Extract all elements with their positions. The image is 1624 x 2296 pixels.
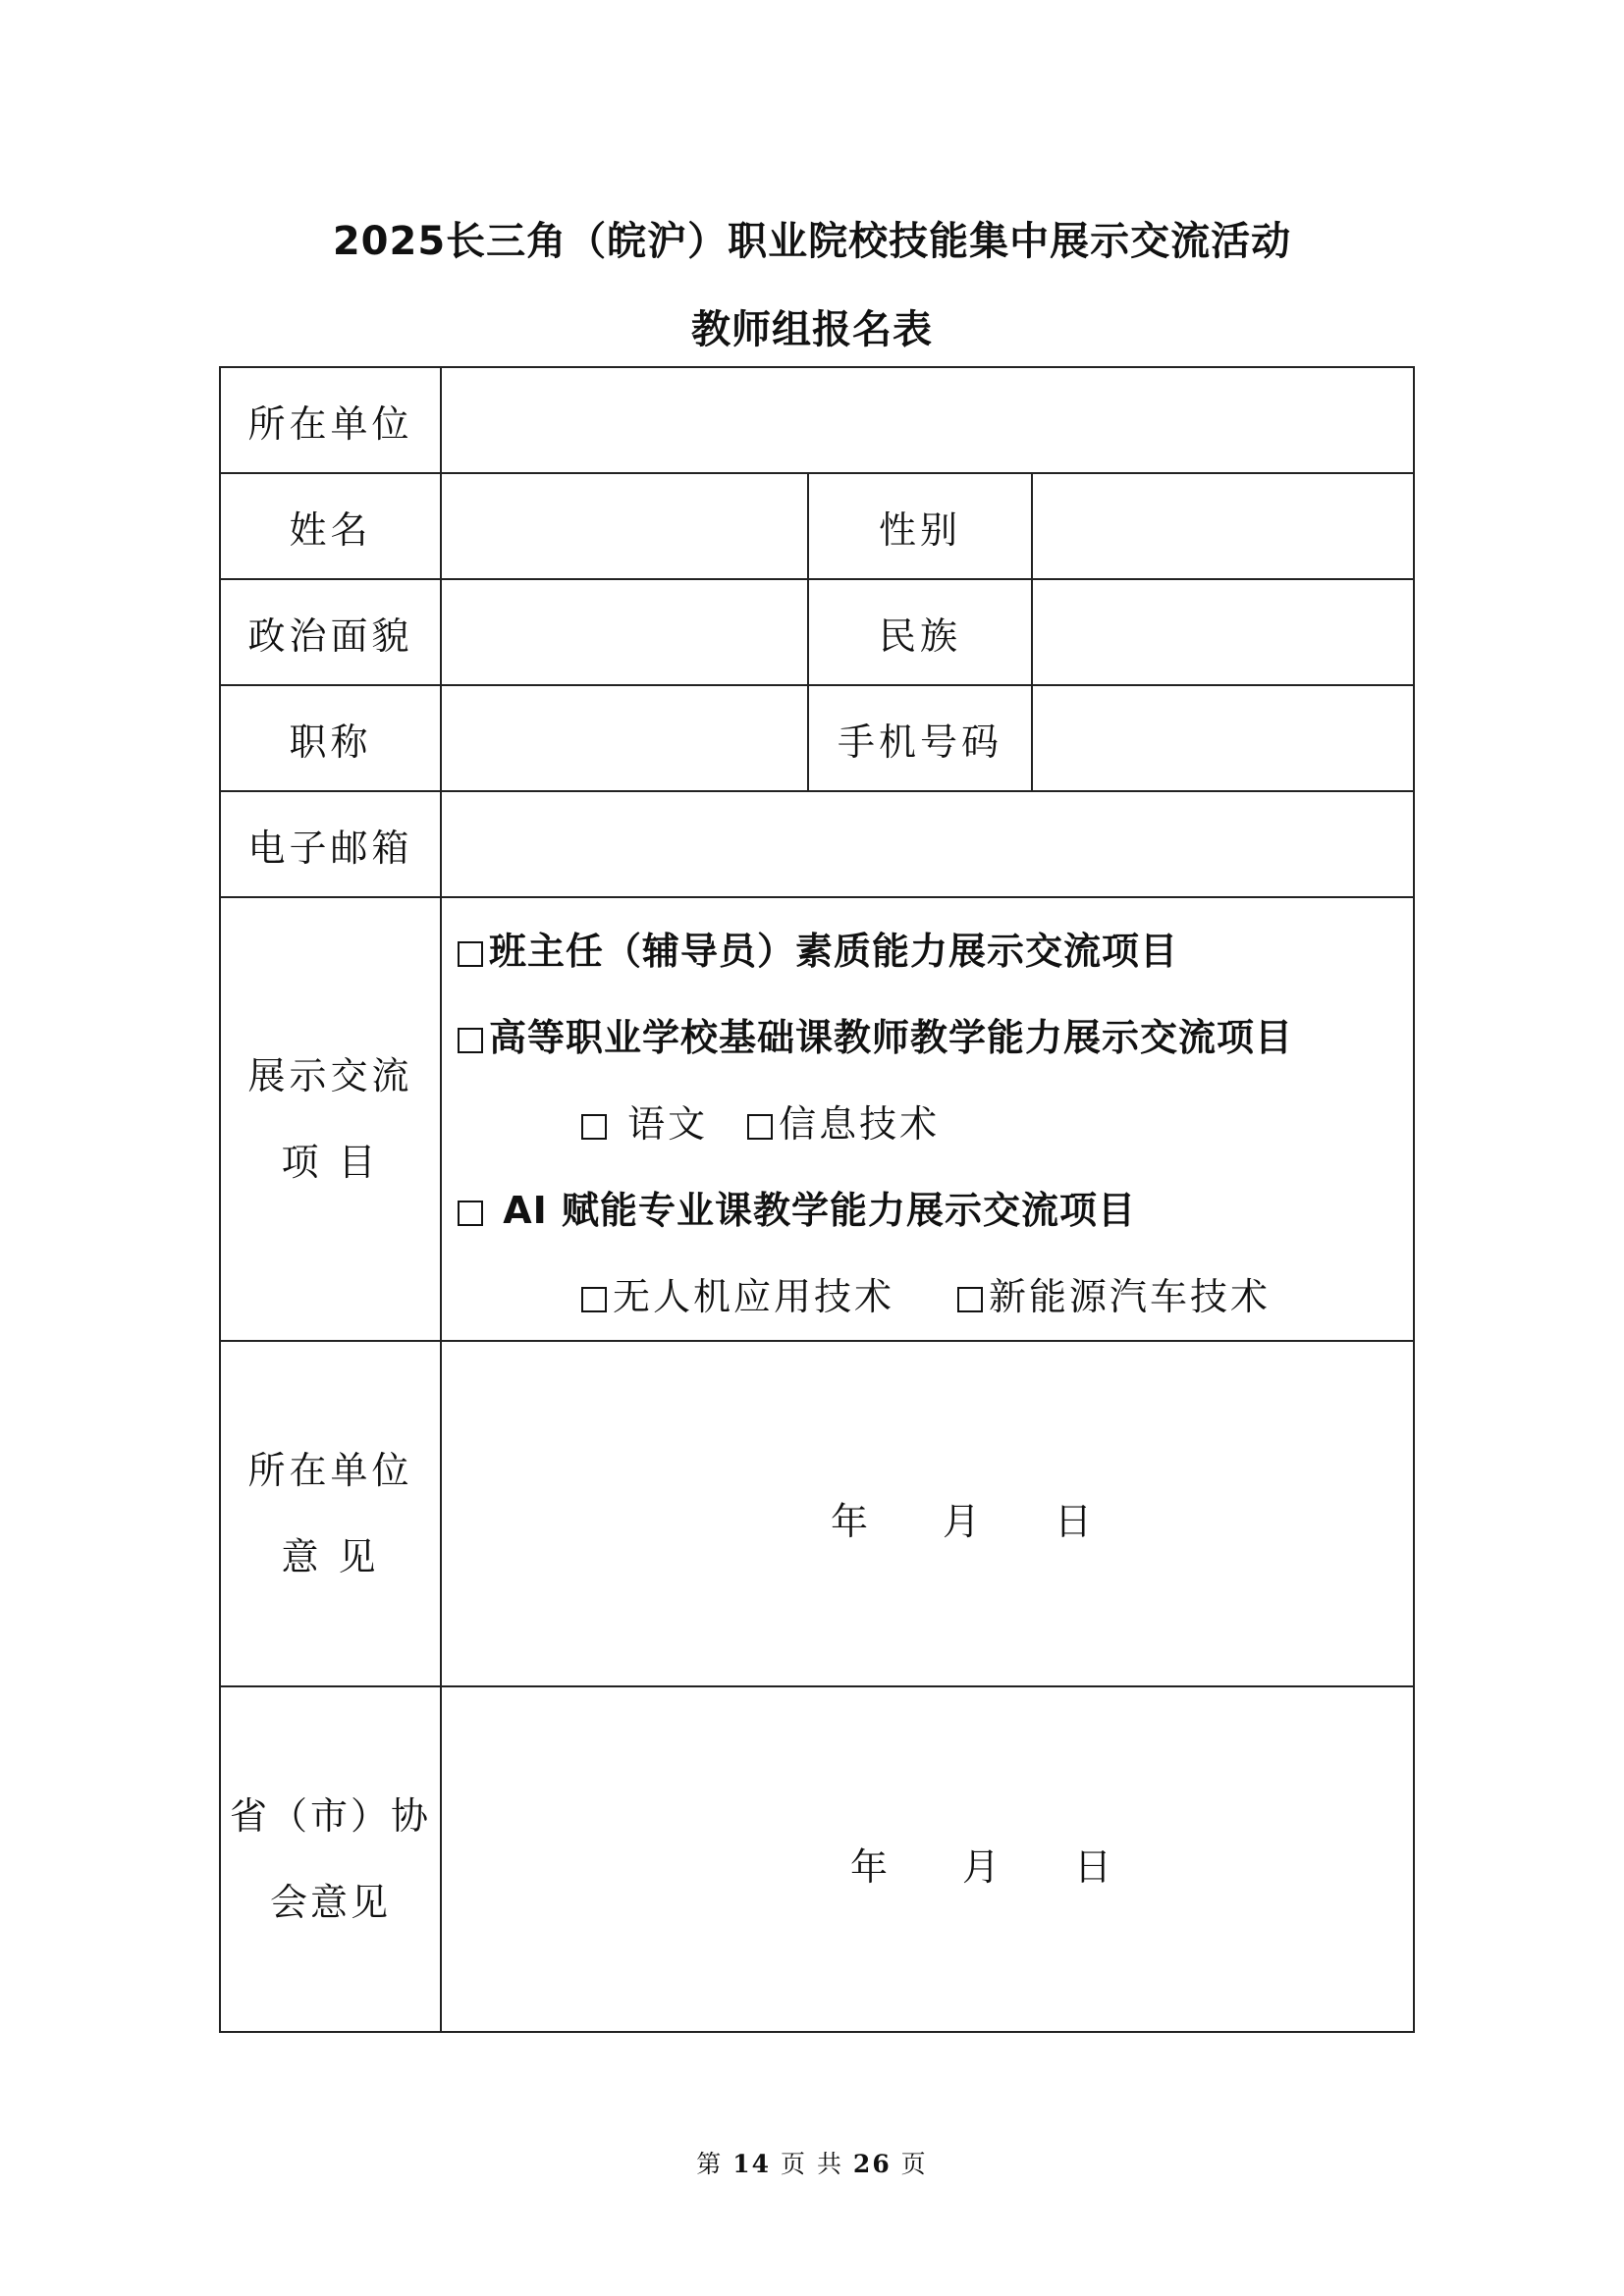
political-status-label: 政治面貌: [220, 579, 441, 685]
checkbox-icon[interactable]: [581, 1114, 607, 1140]
assoc-opinion-field[interactable]: [441, 1686, 1414, 2032]
project-2-suboptions: [458, 1081, 1413, 1167]
suboption-it: 信息技术: [779, 1102, 941, 1146]
gender-field[interactable]: [1032, 473, 1414, 579]
email-field[interactable]: [441, 791, 1414, 897]
project-options: [441, 897, 1414, 1341]
assoc-opinion-date: 年 月 日: [850, 1845, 1112, 1889]
footer-mid: 页 共: [781, 2150, 843, 2178]
project-3-suboptions: [458, 1254, 1413, 1340]
assoc-opinion-label-line2: 会意见: [269, 1881, 391, 1924]
ethnicity-label: 民族: [808, 579, 1032, 685]
assoc-opinion-label: [220, 1686, 441, 2032]
email-label: 电子邮箱: [220, 791, 441, 897]
row-projects: [220, 897, 1414, 1341]
row-title-phone: [220, 685, 1414, 791]
suboption-chinese: 语文: [627, 1102, 709, 1146]
unit-label: 所在单位: [220, 367, 441, 473]
phone-label: 手机号码: [808, 685, 1032, 791]
unit-opinion-label: [220, 1341, 441, 1686]
footer-suffix: 页: [900, 2150, 928, 2178]
row-unit: [220, 367, 1414, 473]
row-unit-opinion: [220, 1341, 1414, 1686]
phone-field[interactable]: [1032, 685, 1414, 791]
form-title-line1: 2025长三角（皖沪）职业院校技能集中展示交流活动: [332, 219, 1292, 264]
project-label: [220, 897, 441, 1341]
name-label: 姓名: [220, 473, 441, 579]
row-name-gender: [220, 473, 1414, 579]
project-option-3[interactable]: AI 赋能专业课教学能力展示交流项目: [458, 1167, 1413, 1254]
name-field[interactable]: [441, 473, 808, 579]
suboption-drone: 无人机应用技术: [613, 1275, 895, 1318]
footer-prefix: 第: [696, 2150, 724, 2178]
page-footer: [0, 2145, 1624, 2180]
checkbox-icon[interactable]: [458, 1028, 483, 1053]
project-option-1[interactable]: 班主任（辅导员）素质能力展示交流项目: [458, 908, 1413, 994]
suboption-nev: 新能源汽车技术: [989, 1275, 1272, 1318]
unit-opinion-date: 年 月 日: [831, 1500, 1093, 1543]
checkbox-icon[interactable]: [458, 1201, 483, 1226]
unit-opinion-label-line1: 所在单位: [247, 1449, 413, 1492]
checkbox-icon[interactable]: [747, 1114, 773, 1140]
checkbox-icon[interactable]: [957, 1287, 983, 1312]
checkbox-icon[interactable]: [458, 941, 483, 967]
project-label-line1: 展示交流: [247, 1054, 413, 1097]
row-political-ethnicity: [220, 579, 1414, 685]
ethnicity-field[interactable]: [1032, 579, 1414, 685]
political-status-field[interactable]: [441, 579, 808, 685]
checkbox-icon[interactable]: [581, 1287, 607, 1312]
footer-page-number: 14: [732, 2150, 772, 2178]
project-option-2[interactable]: 高等职业学校基础课教师教学能力展示交流项目: [458, 994, 1413, 1081]
row-assoc-opinion: [220, 1686, 1414, 2032]
unit-opinion-field[interactable]: [441, 1341, 1414, 1686]
form-title-line2: 教师组报名表: [691, 307, 933, 352]
unit-opinion-label-line2: 意 见: [281, 1535, 380, 1578]
job-title-field[interactable]: [441, 685, 808, 791]
gender-label: 性别: [808, 473, 1032, 579]
unit-field[interactable]: [441, 367, 1414, 473]
footer-total-pages: 26: [852, 2150, 892, 2178]
assoc-opinion-label-line1: 省（市）协: [229, 1794, 431, 1838]
row-email: [220, 791, 1414, 897]
project-label-line2: 项 目: [281, 1141, 380, 1184]
job-title-label: 职称: [220, 685, 441, 791]
registration-form-table: [219, 366, 1415, 2033]
